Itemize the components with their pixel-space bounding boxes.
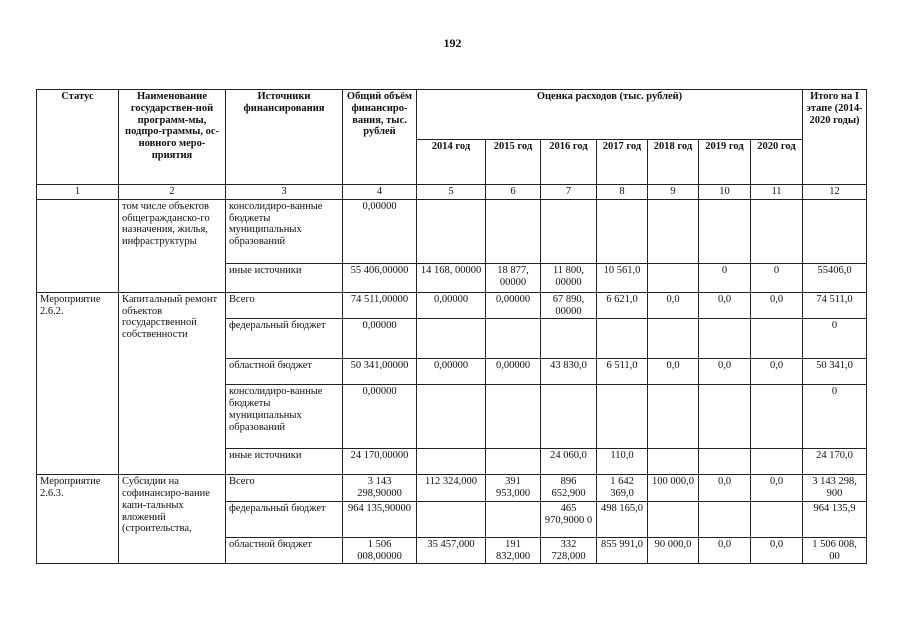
source-cell: иные источники bbox=[226, 449, 343, 475]
header-sources: Источники финансирования bbox=[226, 90, 343, 185]
year-2018-cell bbox=[648, 263, 699, 292]
year-2014-cell: 35 457,000 bbox=[417, 537, 486, 564]
column-number-row bbox=[37, 185, 867, 200]
year-2016-cell: 896 652,900 bbox=[541, 475, 597, 502]
header-total: Общий объём финансиро-вания, тыс. рублей bbox=[343, 90, 417, 185]
header-year-2014: 2014 год bbox=[417, 140, 486, 185]
source-cell: консолидиро-ванные бюджеты муниципальных образований bbox=[226, 199, 343, 263]
year-2016-cell: 43 830,0 bbox=[541, 359, 597, 385]
year-2018-cell: 0,0 bbox=[648, 292, 699, 319]
year-2015-cell: 191 832,000 bbox=[486, 537, 541, 564]
source-cell: федеральный бюджет bbox=[226, 319, 343, 359]
total-cell: 3 143 298,90000 bbox=[343, 475, 417, 502]
year-2015-cell: 18 877, 00000 bbox=[486, 263, 541, 292]
name-cell: том числе объектов общегражданско-го назначения, жилья, инфраструктуры bbox=[119, 199, 226, 292]
total-cell: 55 406,00000 bbox=[343, 263, 417, 292]
header-estimate: Оценка расходов (тыс. рублей) bbox=[417, 90, 803, 140]
year-2020-cell: 0,0 bbox=[751, 537, 803, 564]
header-year-2018: 2018 год bbox=[648, 140, 699, 185]
name-cell: Капитальный ремонт объектов государственной собственности bbox=[119, 292, 226, 475]
year-2014-cell: 112 324,000 bbox=[417, 475, 486, 502]
year-2017-cell: 110,0 bbox=[597, 449, 648, 475]
total-cell: 0,00000 bbox=[343, 385, 417, 449]
year-2016-cell: 465 970,9000 0 bbox=[541, 501, 597, 537]
year-2019-cell: 0,0 bbox=[699, 537, 751, 564]
status-cell bbox=[37, 199, 119, 292]
total-cell: 0,00000 bbox=[343, 199, 417, 263]
year-2017-cell: 10 561,0 bbox=[597, 263, 648, 292]
year-2018-cell: 0,0 bbox=[648, 359, 699, 385]
itogo-cell: 964 135,9 bbox=[803, 501, 867, 537]
table-row bbox=[37, 475, 867, 502]
column-number: 8 bbox=[597, 185, 648, 200]
header-status: Статус bbox=[37, 90, 119, 185]
total-cell: 74 511,00000 bbox=[343, 292, 417, 319]
year-2020-cell: 0,0 bbox=[751, 475, 803, 502]
header-year-2020: 2020 год bbox=[751, 140, 803, 185]
column-number: 6 bbox=[486, 185, 541, 200]
total-cell: 0,00000 bbox=[343, 319, 417, 359]
source-cell: иные источники bbox=[226, 263, 343, 292]
year-2017-cell: 6 621,0 bbox=[597, 292, 648, 319]
source-cell: областной бюджет bbox=[226, 537, 343, 564]
year-2015-cell: 0,00000 bbox=[486, 292, 541, 319]
status-cell: Мероприятие 2.6.2. bbox=[37, 292, 119, 475]
year-2018-cell: 90 000,0 bbox=[648, 537, 699, 564]
source-cell: областной бюджет bbox=[226, 359, 343, 385]
year-2016-cell: 67 890, 00000 bbox=[541, 292, 597, 319]
header-year-2015: 2015 год bbox=[486, 140, 541, 185]
column-number: 5 bbox=[417, 185, 486, 200]
column-number: 9 bbox=[648, 185, 699, 200]
column-number: 2 bbox=[119, 185, 226, 200]
itogo-cell: 3 143 298, 900 bbox=[803, 475, 867, 502]
column-number: 1 bbox=[37, 185, 119, 200]
source-cell: консолидиро-ванные бюджеты муниципальных образований bbox=[226, 385, 343, 449]
expense-table bbox=[36, 89, 867, 564]
page-number: 192 bbox=[443, 36, 462, 50]
table-row bbox=[37, 199, 867, 263]
itogo-cell: 0 bbox=[803, 319, 867, 359]
year-2019-cell: 0,0 bbox=[699, 359, 751, 385]
itogo-cell: 0 bbox=[803, 385, 867, 449]
year-2014-cell: 0,00000 bbox=[417, 292, 486, 319]
total-cell: 1 506 008,00000 bbox=[343, 537, 417, 564]
itogo-cell: 74 511,0 bbox=[803, 292, 867, 319]
year-2018-cell: 100 000,0 bbox=[648, 475, 699, 502]
itogo-cell: 24 170,0 bbox=[803, 449, 867, 475]
year-2019-cell: 0 bbox=[699, 263, 751, 292]
source-cell: федеральный бюджет bbox=[226, 501, 343, 537]
year-2016-cell: 11 800, 00000 bbox=[541, 263, 597, 292]
year-2019-cell: 0,0 bbox=[699, 475, 751, 502]
name-cell: Субсидии на софинансиро-вание капи-тальных вложений (строительства, bbox=[119, 475, 226, 564]
year-2016-cell: 24 060,0 bbox=[541, 449, 597, 475]
column-number: 3 bbox=[226, 185, 343, 200]
status-cell: Мероприятие 2.6.3. bbox=[37, 475, 119, 564]
year-2020-cell: 0,0 bbox=[751, 359, 803, 385]
year-2019-cell: 0,0 bbox=[699, 292, 751, 319]
itogo-cell: 55406,0 bbox=[803, 263, 867, 292]
header-year-2017: 2017 год bbox=[597, 140, 648, 185]
header-year-2019: 2019 год bbox=[699, 140, 751, 185]
total-cell: 50 341,00000 bbox=[343, 359, 417, 385]
column-number: 4 bbox=[343, 185, 417, 200]
header-name: Наименование государствен-ной программ-мы, подпро-граммы, ос-новного меро-приятия bbox=[119, 90, 226, 185]
total-cell: 964 135,90000 bbox=[343, 501, 417, 537]
year-2017-cell: 498 165,0 bbox=[597, 501, 648, 537]
column-number: 7 bbox=[541, 185, 597, 200]
header-row-1 bbox=[37, 90, 867, 140]
year-2017-cell: 1 642 369,0 bbox=[597, 475, 648, 502]
source-cell: Всего bbox=[226, 475, 343, 502]
header-year-2016: 2016 год bbox=[541, 140, 597, 185]
year-2017-cell: 855 991,0 bbox=[597, 537, 648, 564]
source-cell: Всего bbox=[226, 292, 343, 319]
year-2017-cell: 6 511,0 bbox=[597, 359, 648, 385]
column-number: 12 bbox=[803, 185, 867, 200]
header-itogo: Итого на I этапе (2014-2020 годы) bbox=[803, 90, 867, 185]
column-number: 10 bbox=[699, 185, 751, 200]
total-cell: 24 170,00000 bbox=[343, 449, 417, 475]
itogo-cell: 1 506 008, 00 bbox=[803, 537, 867, 564]
column-number: 11 bbox=[751, 185, 803, 200]
year-2014-cell: 0,00000 bbox=[417, 359, 486, 385]
year-2014-cell: 14 168, 00000 bbox=[417, 263, 486, 292]
itogo-cell: 50 341,0 bbox=[803, 359, 867, 385]
year-2015-cell: 0,00000 bbox=[486, 359, 541, 385]
year-2015-cell: 391 953,000 bbox=[486, 475, 541, 502]
year-2016-cell: 332 728,000 bbox=[541, 537, 597, 564]
table-row bbox=[37, 292, 867, 319]
year-2020-cell: 0 bbox=[751, 263, 803, 292]
year-2020-cell: 0,0 bbox=[751, 292, 803, 319]
